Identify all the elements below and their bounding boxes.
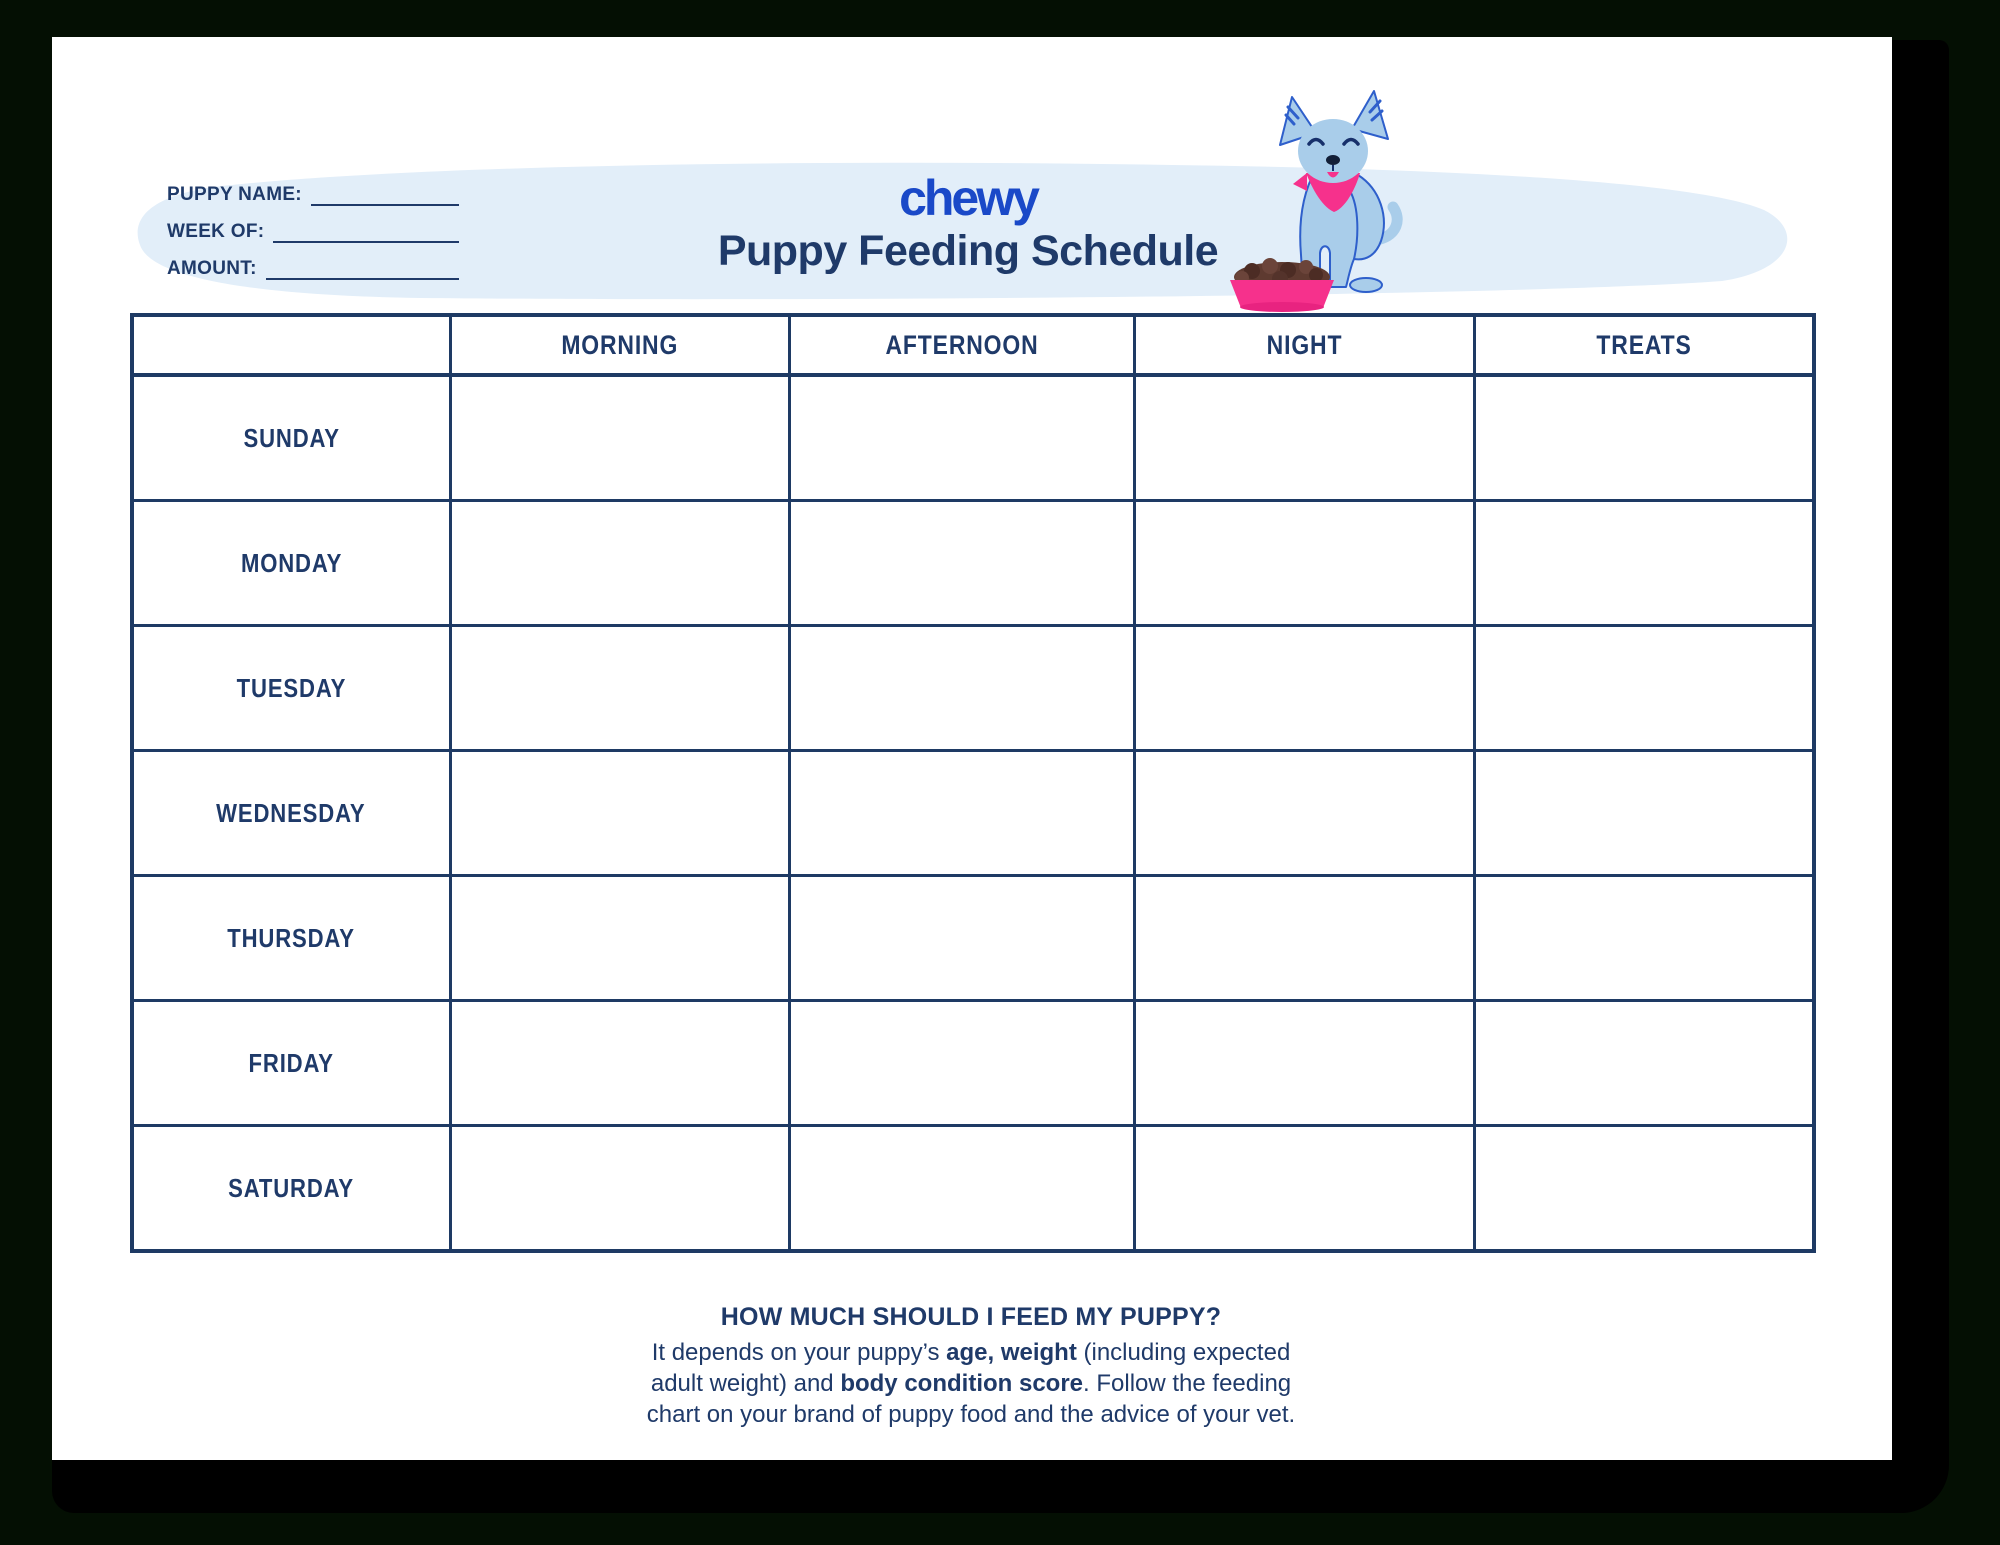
header-row — [132, 315, 1814, 375]
schedule-cell-monday-night[interactable] — [1134, 501, 1474, 626]
column-header-night — [1134, 315, 1474, 375]
schedule-cell-thursday-morning[interactable] — [450, 876, 789, 1001]
day-label-saturday — [132, 1126, 450, 1252]
column-header-afternoon — [789, 315, 1134, 375]
footer-note — [130, 1303, 1812, 1430]
schedule-cell-sunday-afternoon[interactable] — [789, 375, 1134, 501]
day-label-friday — [132, 1001, 450, 1126]
day-label-monday — [132, 501, 450, 626]
schedule-cell-wednesday-night[interactable] — [1134, 751, 1474, 876]
footer-heading: HOW MUCH SHOULD I FEED MY PUPPY? — [720, 1303, 1222, 1331]
column-header-treats-label: TREATS — [1596, 329, 1692, 360]
chewy-logo: chewy — [899, 170, 1037, 226]
feeding-schedule-table — [130, 313, 1816, 1253]
day-label-monday-text: MONDAY — [240, 547, 342, 578]
corner-header-cell — [132, 315, 450, 375]
column-header-morning — [450, 315, 789, 375]
table-row-monday — [132, 501, 1814, 626]
schedule-cell-saturday-afternoon[interactable] — [789, 1126, 1134, 1252]
schedule-cell-sunday-treats[interactable] — [1474, 375, 1814, 501]
puppy-name-label: PUPPY NAME: — [167, 184, 302, 205]
day-label-sunday-text: SUNDAY — [243, 422, 340, 453]
schedule-cell-tuesday-afternoon[interactable] — [789, 626, 1134, 751]
week-of-input-line[interactable] — [273, 220, 459, 243]
puppy-icon — [1280, 91, 1397, 292]
puppy-info-form — [167, 181, 459, 292]
form-field-amount — [167, 255, 459, 280]
column-header-morning-label: MORNING — [561, 329, 678, 360]
schedule-cell-wednesday-treats[interactable] — [1474, 751, 1814, 876]
schedule-cell-thursday-treats[interactable] — [1474, 876, 1814, 1001]
schedule-cell-friday-afternoon[interactable] — [789, 1001, 1134, 1126]
schedule-cell-tuesday-night[interactable] — [1134, 626, 1474, 751]
schedule-cell-sunday-morning[interactable] — [450, 375, 789, 501]
day-label-saturday-text: SATURDAY — [228, 1172, 355, 1203]
day-label-thursday-text: THURSDAY — [227, 922, 356, 953]
schedule-cell-monday-treats[interactable] — [1474, 501, 1814, 626]
schedule-cell-saturday-night[interactable] — [1134, 1126, 1474, 1252]
schedule-cell-tuesday-treats[interactable] — [1474, 626, 1814, 751]
table-row-wednesday — [132, 751, 1814, 876]
column-header-treats — [1474, 315, 1814, 375]
column-header-afternoon-label: AFTERNOON — [885, 329, 1038, 360]
schedule-cell-sunday-night[interactable] — [1134, 375, 1474, 501]
column-header-night-label: NIGHT — [1266, 329, 1342, 360]
day-label-tuesday-text: TUESDAY — [236, 672, 347, 703]
day-label-wednesday-text: WEDNESDAY — [216, 797, 366, 828]
form-field-puppy-name — [167, 181, 459, 206]
schedule-cell-monday-afternoon[interactable] — [789, 501, 1134, 626]
puppy-name-input-line[interactable] — [311, 183, 459, 206]
page-title: Puppy Feeding Schedule — [717, 227, 1219, 275]
schedule-cell-saturday-treats[interactable] — [1474, 1126, 1814, 1252]
schedule-cell-wednesday-afternoon[interactable] — [789, 751, 1134, 876]
schedule-cell-tuesday-morning[interactable] — [450, 626, 789, 751]
day-label-sunday — [132, 375, 450, 501]
week-of-label: WEEK OF: — [167, 221, 265, 242]
schedule-cell-monday-morning[interactable] — [450, 501, 789, 626]
footer-body: It depends on your puppy’s age, weight (including expected adult weight) and body condition score. Follow the feeding chart on your brand of puppy food and the advice of your vet. — [646, 1339, 1296, 1428]
schedule-cell-friday-treats[interactable] — [1474, 1001, 1814, 1126]
table-row-friday — [132, 1001, 1814, 1126]
form-field-week-of — [167, 218, 459, 243]
day-label-wednesday — [132, 751, 450, 876]
amount-input-line[interactable] — [266, 257, 459, 280]
day-label-friday-text: FRIDAY — [248, 1047, 334, 1078]
schedule-cell-wednesday-morning[interactable] — [450, 751, 789, 876]
schedule-cell-friday-night[interactable] — [1134, 1001, 1474, 1126]
puppy-with-food-bowl-icon — [1208, 87, 1440, 315]
table-row-thursday — [132, 876, 1814, 1001]
schedule-cell-friday-morning[interactable] — [450, 1001, 789, 1126]
table-row-sunday — [132, 375, 1814, 501]
day-label-tuesday — [132, 626, 450, 751]
amount-label: AMOUNT: — [167, 258, 257, 279]
schedule-cell-thursday-night[interactable] — [1134, 876, 1474, 1001]
table-row-saturday — [132, 1126, 1814, 1252]
day-label-thursday — [132, 876, 450, 1001]
table-row-tuesday — [132, 626, 1814, 751]
schedule-cell-thursday-afternoon[interactable] — [789, 876, 1134, 1001]
document-page — [52, 37, 1892, 1460]
schedule-cell-saturday-morning[interactable] — [450, 1126, 789, 1252]
